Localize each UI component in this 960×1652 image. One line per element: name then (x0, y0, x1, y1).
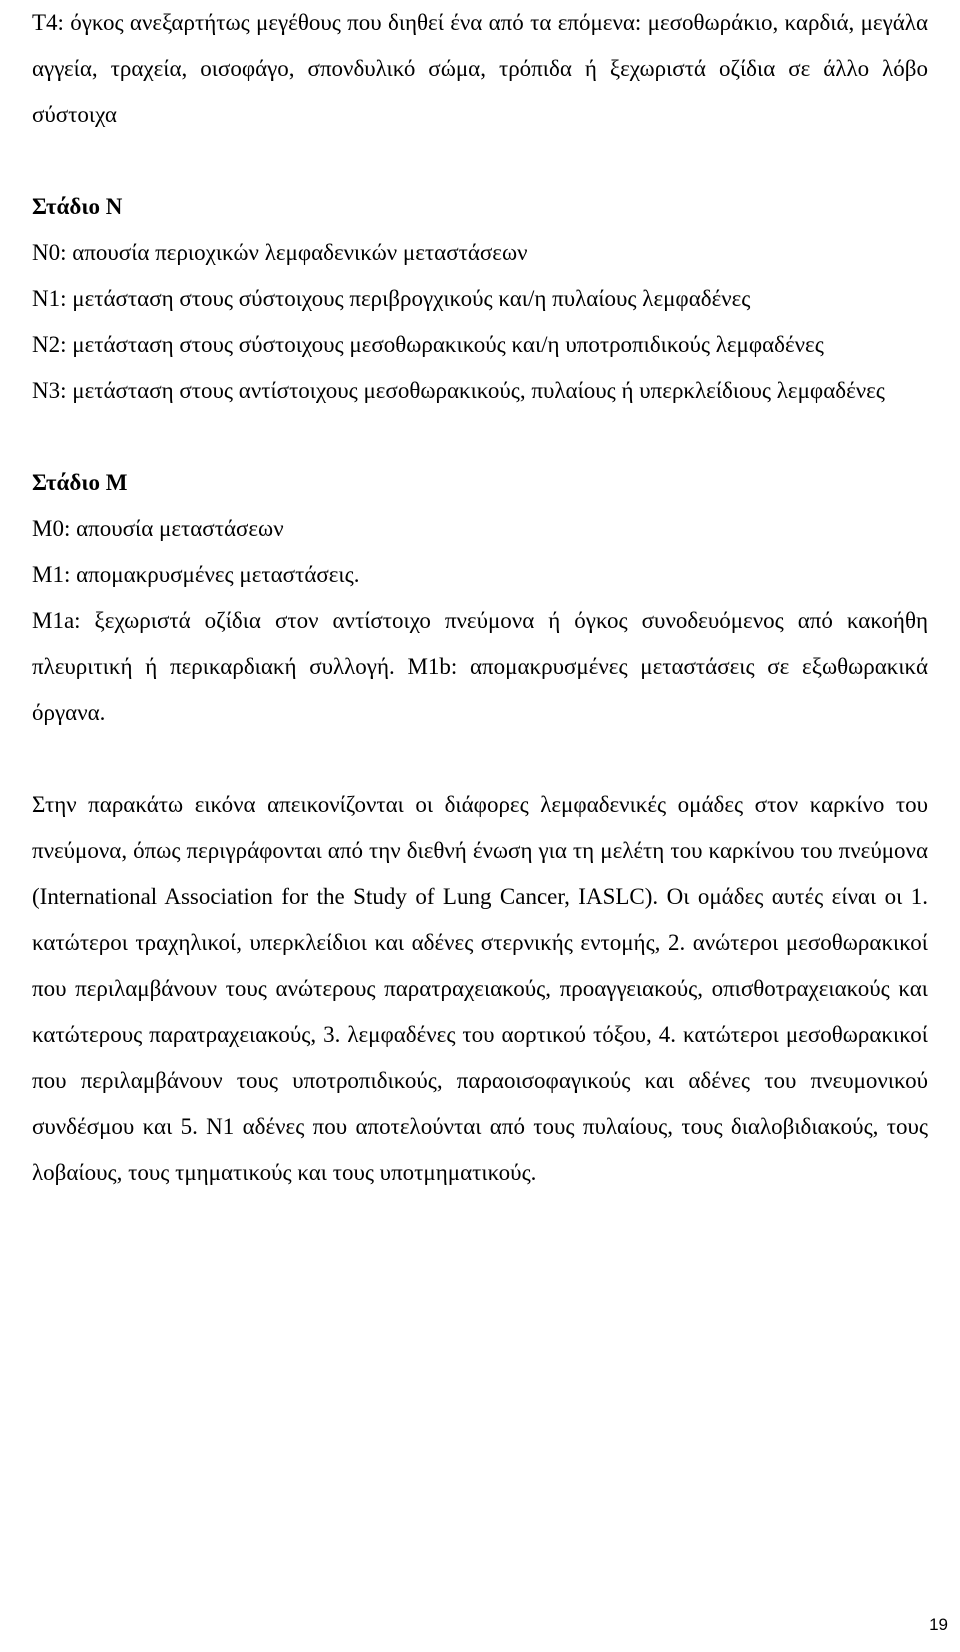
stage-m-item-m0: Μ0: απουσία μεταστάσεων (32, 516, 284, 541)
stage-m-heading: Στάδιο Μ (32, 470, 128, 495)
stage-n-item-n1: Ν1: μετάσταση στους σύστοιχους περιβρογχικούς και/η πυλαίους λεμφαδένες (32, 286, 751, 311)
page-number: 19 (929, 1615, 948, 1634)
stage-n-item-n3: Ν3: μετάσταση στους αντίστοιχους μεσοθωρακικούς, πυλαίους ή υπερκλείδιους λεμφαδένες (32, 378, 885, 403)
document-page (32, 0, 928, 1196)
stage-n-item-n2: Ν2: μετάσταση στους σύστοιχους μεσοθωρακικούς και/η υποτροπιδικούς λεμφαδένες (32, 332, 824, 357)
t4-paragraph: T4: όγκος ανεξαρτήτως μεγέθους που διηθεί ένα από τα επόμενα: μεσοθωράκιο, καρδιά, μεγάλα αγγεία, τραχεία, οισοφάγο, σπονδυλικό σώμα, τρόπιδα ή ξεχωριστά οζίδια σε άλλο λόβο σύστοιχα (32, 10, 928, 127)
stage-n-item-n0: Ν0: απουσία περιοχικών λεμφαδενικών μεταστάσεων (32, 240, 528, 265)
stage-m-item-m1: Μ1: απομακρυσμένες μεταστάσεις. (32, 562, 360, 587)
stage-n-heading: Στάδιο Ν (32, 194, 123, 219)
lymph-node-groups-paragraph: Στην παρακάτω εικόνα απεικονίζονται οι διάφορες λεμφαδενικές ομάδες στον καρκίνο του πνεύμονα, όπως περιγράφονται από την διεθνή ένωση για τη μελέτη του καρκίνου του πνεύμονα (International Association for the Study of Lung Cancer, IASLC). Οι ομάδες αυτές είναι οι 1. κατώτεροι τραχηλικοί, υπερκλείδιοι και αδένες στερνικής εντομής, 2. ανώτεροι μεσοθωρακικοί που περιλαμβάνουν τους ανώτερους παρατραχειακούς, προαγγειακούς, οπισθοτραχειακούς και κατώτερους παρατραχειακούς, 3. λεμφαδένες του αορτικού τόξου, 4. κατώτεροι μεσοθωρακικοί που περιλαμβάνουν τους υποτροπιδικούς, παραοισοφαγικούς και αδένες του πνευμονικού συνδέσμου και 5. Ν1 αδένες που αποτελούνται από τους πυλαίους, τους διαλοβιδιακούς, τους λοβαίους, τους τμηματικούς και τους υποτμηματικούς. (32, 792, 928, 1185)
stage-m-item-m1a-m1b: Μ1a: ξεχωριστά οζίδια στον αντίστοιχο πνεύμονα ή όγκος συνοδευόμενος από κακοήθη πλευριτική ή περικαρδιακή συλλογή. Μ1b: απομακρυσμένες μεταστάσεις σε εξωθωρακικά όργανα. (32, 608, 928, 725)
